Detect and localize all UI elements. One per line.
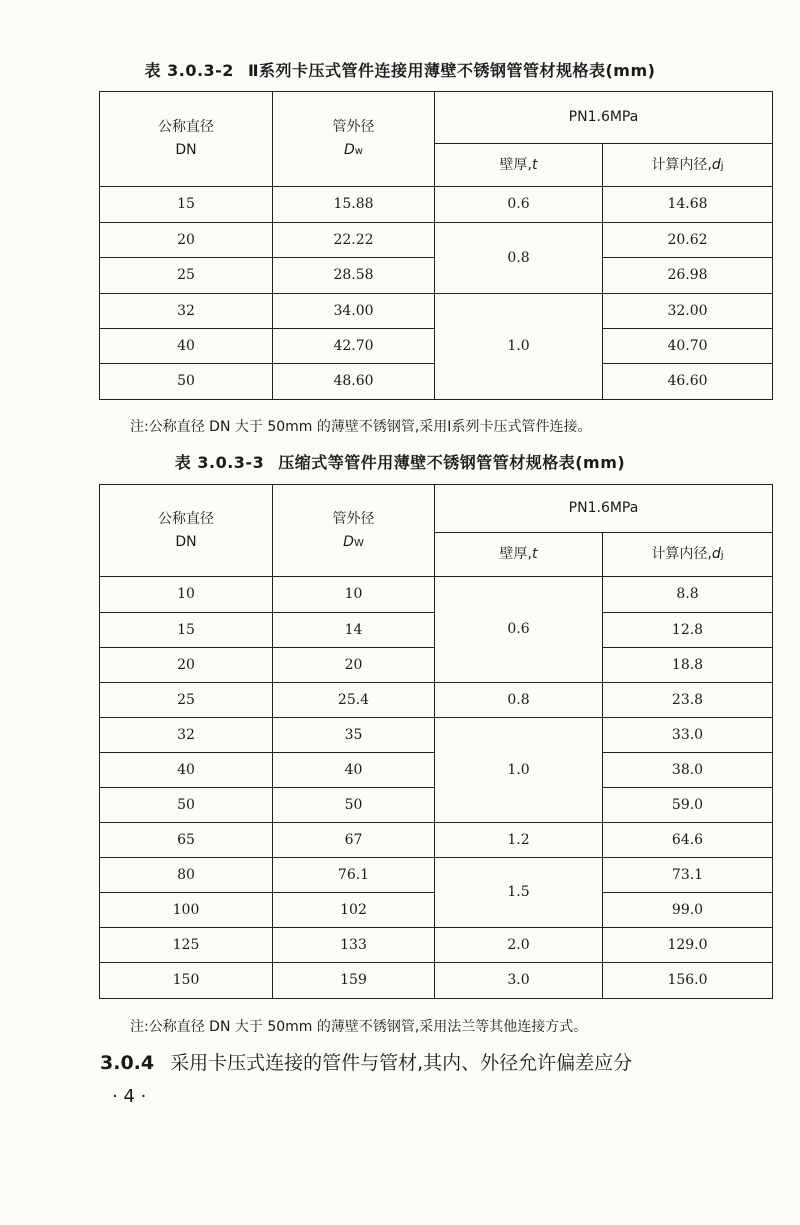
table1-od-cell: 42.70 [273,329,435,364]
table1-caption-number: 表 3.0.3-2 [144,61,234,80]
table1-inner-cell: 32.00 [603,294,773,329]
table2-caption-number: 表 3.0.3-3 [174,453,265,472]
table2-dn-cell: 80 [100,858,273,893]
table2-od-cell: 14 [273,613,435,648]
clause-number: 3.0.4 [100,1052,155,1074]
table1-dn-cell: 25 [100,258,273,294]
table2-od-cell: 76.1 [273,858,435,893]
table2-dn-cell: 50 [100,788,273,823]
table2-inner-cell: 99.0 [603,893,773,928]
table1-od-cell: 22.22 [273,223,435,258]
table2-wall-cell: 3.0 [435,963,603,999]
table2-note: 注:公称直径 DN 大于 50mm 的薄壁不锈钢管,采用法兰等其他连接方式。 [130,1019,588,1035]
table1-caption-text: Ⅱ系列卡压式管件连接用薄壁不锈钢管管材规格表(mm) [247,61,656,80]
table2-inner-cell: 33.0 [603,718,773,753]
table2-header-pressure: PN1.6MPa [435,485,773,533]
table1-dn-cell: 15 [100,187,273,223]
table1-header-od: 管外径 Dw [273,92,435,187]
table1-header-inner: 计算内径,dj [603,144,773,187]
table2 [99,484,773,999]
table2-dn-cell: 20 [100,648,273,683]
table1-dn-cell: 32 [100,294,273,329]
table2-inner-cell: 23.8 [603,683,773,718]
table2-inner-cell: 38.0 [603,753,773,788]
table2-dn-cell: 150 [100,963,273,999]
table2-inner-cell: 156.0 [603,963,773,999]
table1-inner-cell: 26.98 [603,258,773,294]
table2-wall-cell: 2.0 [435,928,603,963]
table1-od-cell: 48.60 [273,364,435,400]
table1-inner-cell: 14.68 [603,187,773,223]
table2-wall-cell: 1.5 [435,858,603,928]
table2-od-cell: 102 [273,893,435,928]
table2-inner-cell: 129.0 [603,928,773,963]
table2-inner-cell: 12.8 [603,613,773,648]
table2-dn-cell: 25 [100,683,273,718]
table2-inner-cell: 73.1 [603,858,773,893]
table2-header-dn: 公称直径 DN [100,485,273,577]
table2-wall-cell: 0.8 [435,683,603,718]
table1-wall-cell: 0.6 [435,187,603,223]
table1-inner-cell: 20.62 [603,223,773,258]
clause-text: 采用卡压式连接的管件与管材,其内、外径允许偏差应分 [170,1052,633,1074]
table2-od-cell: 50 [273,788,435,823]
clause-3-0-4 [100,1048,632,1075]
page-number: · 4 · [112,1086,147,1107]
table2-dn-cell: 15 [100,613,273,648]
table2-caption [0,450,800,473]
table1-od-cell: 28.58 [273,258,435,294]
table2-caption-text: 压缩式等管件用薄壁不锈钢管管材规格表(mm) [278,453,626,472]
table2-od-cell: 10 [273,577,435,613]
table2-od-cell: 20 [273,648,435,683]
table1-dn-cell: 50 [100,364,273,400]
table2-header-inner: 计算内径,dj [603,533,773,577]
table2-header-wall: 壁厚,t [435,533,603,577]
table1-dn-cell: 20 [100,223,273,258]
table1 [99,91,773,400]
table2-od-cell: 133 [273,928,435,963]
table1-header-dn: 公称直径 DN [100,92,273,187]
table1-header-pressure: PN1.6MPa [435,92,773,144]
table1-od-cell: 15.88 [273,187,435,223]
table2-dn-cell: 40 [100,753,273,788]
table2-header-od: 管外径 DW [273,485,435,577]
table1-od-cell: 34.00 [273,294,435,329]
table2-inner-cell: 8.8 [603,577,773,613]
table1-note: 注:公称直径 DN 大于 50mm 的薄壁不锈钢管,采用Ⅰ系列卡压式管件连接。 [130,419,592,435]
table2-dn-cell: 10 [100,577,273,613]
table1-inner-cell: 46.60 [603,364,773,400]
table2-inner-cell: 64.6 [603,823,773,858]
table2-dn-cell: 125 [100,928,273,963]
table1-wall-cell: 0.8 [435,223,603,294]
table2-inner-cell: 18.8 [603,648,773,683]
table2-dn-cell: 65 [100,823,273,858]
table2-od-cell: 40 [273,753,435,788]
table1-caption [0,58,800,81]
table2-dn-cell: 100 [100,893,273,928]
table2-od-cell: 35 [273,718,435,753]
table2-od-cell: 67 [273,823,435,858]
table2-wall-cell: 1.2 [435,823,603,858]
table2-od-cell: 25.4 [273,683,435,718]
table2-wall-cell: 1.0 [435,718,603,823]
table2-od-cell: 159 [273,963,435,999]
table1-wall-cell: 1.0 [435,294,603,400]
table1-header-wall: 壁厚,t [435,144,603,187]
table2-dn-cell: 32 [100,718,273,753]
table2-wall-cell: 0.6 [435,577,603,683]
table1-inner-cell: 40.70 [603,329,773,364]
table1-dn-cell: 40 [100,329,273,364]
table2-inner-cell: 59.0 [603,788,773,823]
